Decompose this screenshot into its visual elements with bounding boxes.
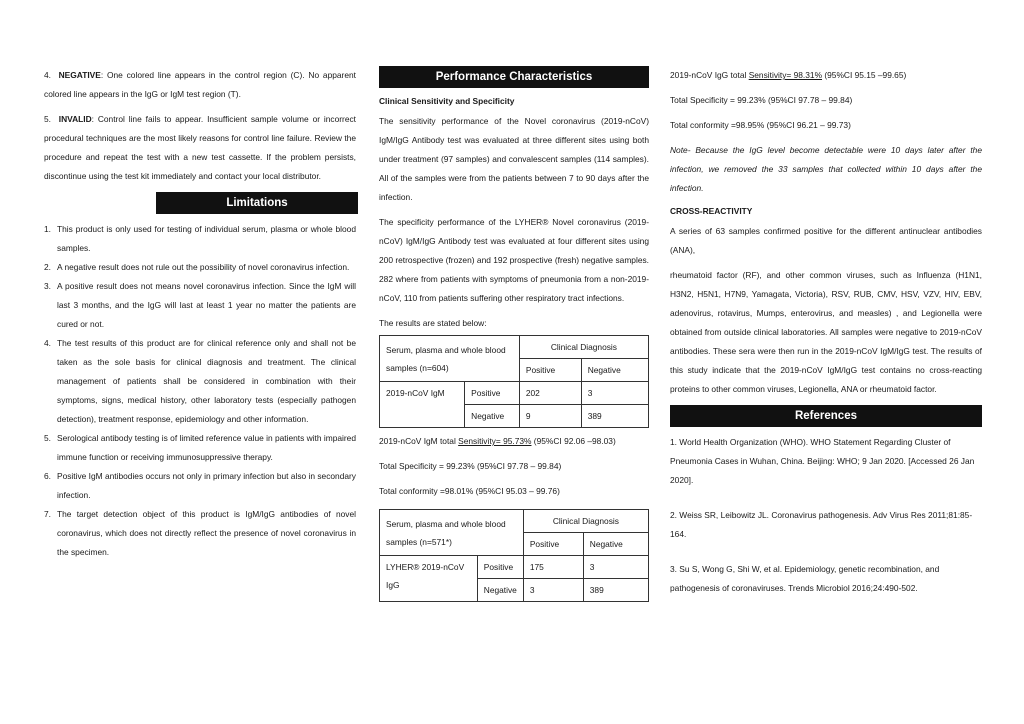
table-cell: 389: [581, 405, 648, 428]
igg-total-specificity: Total Specificity = 99.23% (95%CI 97.78 – 99.84): [670, 95, 853, 105]
reference-item: 1. World Health Organization (WHO). WHO Statement Regarding Cluster of Pneumonia Cases in Wuhan, China. Beijing: WHO; 9 Jan 2020. [Accessed 26 Jan 2020].: [670, 437, 975, 485]
column-right: [670, 66, 982, 598]
table-cell: Negative: [477, 579, 523, 602]
table-header-diagnosis: Clinical Diagnosis: [523, 510, 648, 533]
table-cell: 389: [583, 579, 648, 602]
table-header-samples: Serum, plasma and whole blood samples (n=571*): [380, 510, 524, 556]
table-cell: 9: [519, 405, 581, 428]
limitations-heading: Limitations: [156, 192, 358, 214]
list-item: 2. A negative result does not rule out the possibility of novel coronavirus infection.: [44, 262, 350, 272]
reference-item: 2. Weiss SR, Leibowitz JL. Coronavirus pathogenesis. Adv Virus Res 2011;81:85-164.: [670, 510, 973, 539]
table-cell: 3: [581, 382, 648, 405]
list-item: 5. Serological antibody testing is of limited reference value in patients with impaired immune function or receiving immunosuppressive therapy.: [44, 433, 356, 462]
cross-reactivity-body: rheumatoid factor (RF), and other common viruses, such as Influenza (H1N1, H3N2, H5N1, H7N9, Yamagata, Victoria), RSV, RUB, CMV, HSV, VZV, HIV, EBV, adenovirus, rotavirus, Mumps, enterovirus, and measles) , and Legionella were obtained from outside clinical laboratories. All samples were negative to 2019-nCoV antibodies. These sera were then run in the 2019-nCoV IgM/IgG test. The results of this study indicate that the 2019-nCoV IgM/IgG test contains no cross-reacting proteins to other common viruses, Legionella, ANA or rheumatoid factor.: [670, 270, 982, 394]
table-col-positive: Positive: [523, 533, 583, 556]
list-item: 7. The target detection object of this product is IgM/IgG antibodies of novel coronavirus, which does not directly reflect the presence of novel coronavirus in the specimen.: [44, 509, 356, 557]
column-middle: [379, 66, 649, 606]
table-cell: 3: [583, 556, 648, 579]
table-cell: 175: [523, 556, 583, 579]
references-list: [670, 433, 982, 598]
specificity-paragraph: The specificity performance of the LYHER® Novel coronavirus (2019-nCoV) IgM/IgG Antibody test was evaluated at four different sites using 200 retrospective (frozen) and 192 prospective (fresh) negative samples. 282 where from patients with symptoms of pneumonia from a non-2019-nCoV, 110 from patients suffering other respiratory tract infections.: [379, 217, 649, 303]
invalid-label: INVALID: [58, 114, 92, 124]
list-item: 3. A positive result does not means novel coronavirus infection. Since the IgM will last 3 months, and the IgG will last at least 1 year no matter the patients are cured or not.: [44, 281, 356, 329]
igm-results-table: [379, 335, 649, 428]
limitations-list: [44, 220, 356, 562]
igg-results-table: [379, 509, 649, 602]
column-left: [44, 66, 356, 562]
table-header-samples: Serum, plasma and whole blood samples (n=604): [380, 336, 520, 382]
table-cell: Negative: [465, 405, 520, 428]
table-cell: Positive: [477, 556, 523, 579]
cross-reactivity-heading: CROSS-REACTIVITY: [670, 206, 753, 216]
table-cell: Positive: [465, 382, 520, 405]
performance-heading: Performance Characteristics: [379, 66, 649, 88]
igg-note: Note- Because the IgG level become detectable were 10 days later after the infection, we removed the 33 samples that collected within 10 days after the infection.: [670, 145, 982, 193]
sensitivity-subtitle: Clinical Sensitivity and Specificity: [379, 96, 515, 106]
list-item: 1. This product is only used for testing of individual serum, plasma or whole blood samples.: [44, 224, 356, 253]
cross-reactivity-intro: A series of 63 samples confirmed positive for the different antinuclear antibodies (ANA),: [670, 226, 982, 255]
table-row-label: LYHER® 2019-nCoV IgG: [380, 556, 478, 602]
result-invalid: 5. INVALID: Control line fails to appear. Insufficient sample volume or incorrect procedural techniques are the most likely reasons for control line failure. Review the procedure and repeat the test with a new test cassette. If the problem persists, discontinue using the test kit immediately and contact your local distributor.: [44, 114, 356, 181]
igg-total-conformity: Total conformity =98.95% (95%CI 96.21 – 99.73): [670, 120, 851, 130]
igm-total-sensitivity: 2019-nCoV IgM total Sensitivity= 95.73% (95%CI 92.06 –98.03): [379, 436, 616, 446]
references-heading: References: [670, 405, 982, 427]
results-intro: The results are stated below:: [379, 318, 487, 328]
table-col-positive: Positive: [519, 359, 581, 382]
igm-total-specificity: Total Specificity = 99.23% (95%CI 97.78 – 99.84): [379, 461, 562, 471]
negative-label: NEGATIVE: [58, 70, 101, 80]
table-cell: 3: [523, 579, 583, 602]
table-col-negative: Negative: [581, 359, 648, 382]
list-item: 6. Positive IgM antibodies occurs not only in primary infection but also in secondary infection.: [44, 471, 356, 500]
table-row-label: 2019-nCoV IgM: [380, 382, 465, 428]
table-cell: 202: [519, 382, 581, 405]
igg-total-sensitivity: 2019-nCoV IgG total Sensitivity= 98.31% (95%CI 95.15 –99.65): [670, 70, 907, 80]
igm-total-conformity: Total conformity =98.01% (95%CI 95.03 – 99.76): [379, 486, 560, 496]
list-item: 4. The test results of this product are for clinical reference only and shall not be taken as the sole basis for clinical diagnosis and treatment. The clinical management of patients shall be considered in combination with their symptoms, signs, medical history, other laboratory tests (especially pathogen detection), treatment response, epidemiology and other information.: [44, 338, 356, 424]
reference-item: 3. Su S, Wong G, Shi W, et al. Epidemiology, genetic recombination, and pathogenesis of coronaviruses. Trends Microbiol 2016;24:490-502.: [670, 564, 940, 593]
result-negative: 4. NEGATIVE: One colored line appears in the control region (C). No apparent colored line appears in the IgG or IgM test region (T).: [44, 70, 356, 99]
table-header-diagnosis: Clinical Diagnosis: [519, 336, 648, 359]
table-col-negative: Negative: [583, 533, 648, 556]
sensitivity-paragraph: The sensitivity performance of the Novel coronavirus (2019-nCoV) IgM/IgG Antibody test was evaluated at three different sites using both under treatment (97 samples) and convalescent samples (114 samples). All of the samples were from the patients between 7 to 90 days after the infection.: [379, 116, 649, 202]
